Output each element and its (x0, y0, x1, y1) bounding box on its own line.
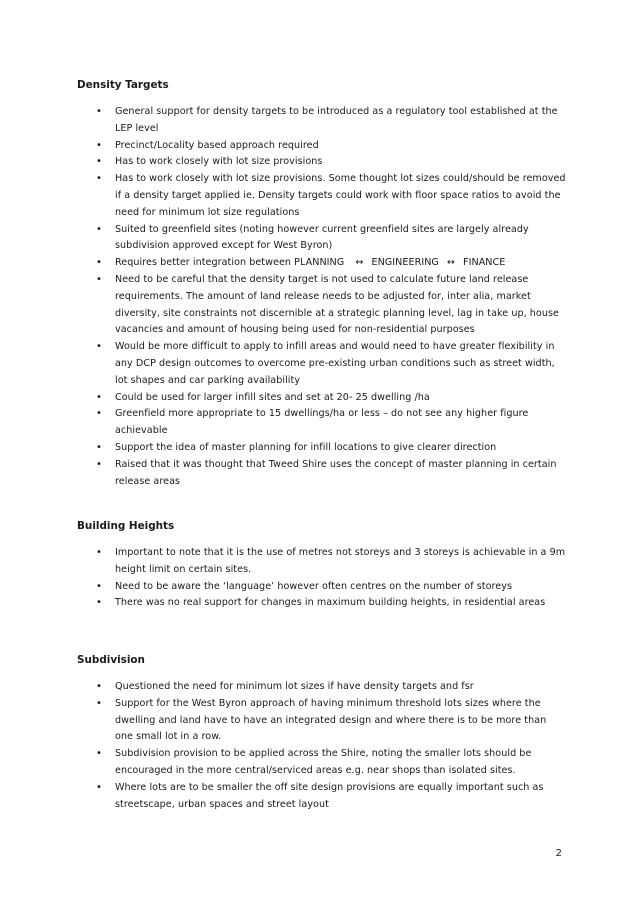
bullet-icon: • (96, 781, 102, 793)
list-item: • Need to be aware the ‘language’ however often centres on the number of storeys (77, 579, 567, 596)
list-item: • General support for density targets to be introduced as a regulatory tool established at the LEP level (77, 104, 567, 138)
list-item: • Where lots are to be smaller the off site design provisions are equally important such as streetscape, urban spaces and street layout (77, 780, 567, 814)
list-item: • Has to work closely with lot size provisions (77, 154, 567, 171)
bidirectional-arrow-icon: ↔ (355, 257, 364, 269)
bullet-icon: • (96, 697, 102, 709)
bullet-icon: • (96, 173, 102, 185)
section-subdivision (77, 652, 567, 813)
bullet-list (77, 545, 567, 612)
section-heading: Building Heights (77, 520, 175, 532)
bullet-icon: • (96, 441, 102, 453)
list-item: • Subdivision provision to be applied across the Shire, noting the smaller lots should be encouraged in the more central/serviced areas e.g. near shops than isolated sites. (77, 746, 567, 780)
bullet-icon: • (96, 748, 102, 760)
bidirectional-arrow-icon: ↔ (446, 257, 456, 269)
list-item: • Need to be careful that the density target is not used to calculate future land release requirements. The amount of land release needs to be adjusted for, inter alia, market diversity, site constraints not discernible at a strategic planning level, lag in take up, house vacancies and amount of housing being used for non-residential purposes (77, 272, 567, 339)
list-item: • Requires better integration between PLANNING ↔ ENGINEERING ↔ FINANCE (77, 255, 567, 272)
bullet-list (77, 679, 567, 813)
bullet-icon: • (96, 458, 102, 470)
list-item: • Support the idea of master planning for infill locations to give clearer direction (77, 440, 567, 457)
list-item: • Greenfield more appropriate to 15 dwellings/ha or less – do not see any higher figure achievable (77, 406, 567, 440)
bullet-icon: • (96, 597, 102, 609)
bullet-icon: • (96, 139, 102, 151)
list-item: • Has to work closely with lot size provisions. Some thought lot sizes could/should be removed if a density target applied ie. Density targets could work with floor space ratios to avoid the need for minimum lot size regulations (77, 171, 567, 221)
bullet-icon: • (96, 681, 102, 692)
list-item: • Suited to greenfield sites (noting however current greenfield sites are largely already subdivision approved except for West Byron) (77, 222, 567, 256)
bullet-icon: • (96, 156, 102, 168)
bullet-icon: • (96, 223, 102, 235)
bullet-list (77, 104, 567, 490)
list-item: • There was no real support for changes in maximum building heights, in residential areas (77, 595, 567, 612)
list-item: • Raised that it was thought that Tweed Shire uses the concept of master planning in certain release areas (77, 457, 567, 491)
bullet-icon: • (96, 391, 102, 403)
bullet-icon: • (96, 580, 102, 592)
section-heading: Subdivision (77, 654, 145, 666)
list-item: • Questioned the need for minimum lot sizes if have density targets and fsr (77, 679, 567, 696)
bullet-icon: • (96, 257, 102, 269)
list-item: • Would be more difficult to apply to infill areas and would need to have greater flexibility in any DCP design outcomes to overcome pre-existing urban conditions such as street width, lot shapes and car parking availability (77, 339, 567, 389)
section-heading: Density Targets (77, 79, 169, 91)
list-item: • Could be used for larger infill sites and set at 20- 25 dwelling /ha (77, 390, 567, 407)
bullet-icon: • (96, 341, 102, 353)
page-number: 2 (555, 848, 562, 859)
bullet-icon: • (96, 106, 102, 117)
section-density-targets (77, 77, 567, 490)
list-item: • Support for the West Byron approach of having minimum threshold lots sizes where the dwelling and land have to have an integrated design and where there is to be more than one small lot in a row. (77, 696, 567, 746)
bullet-icon: • (96, 408, 102, 420)
list-item: • Important to note that it is the use of metres not storeys and 3 storeys is achievable in a 9m height limit on certain sites. (77, 545, 567, 579)
bullet-icon: • (96, 273, 102, 285)
section-building-heights (77, 518, 567, 612)
bullet-icon: • (96, 547, 102, 558)
list-item: • Precinct/Locality based approach required (77, 138, 567, 155)
